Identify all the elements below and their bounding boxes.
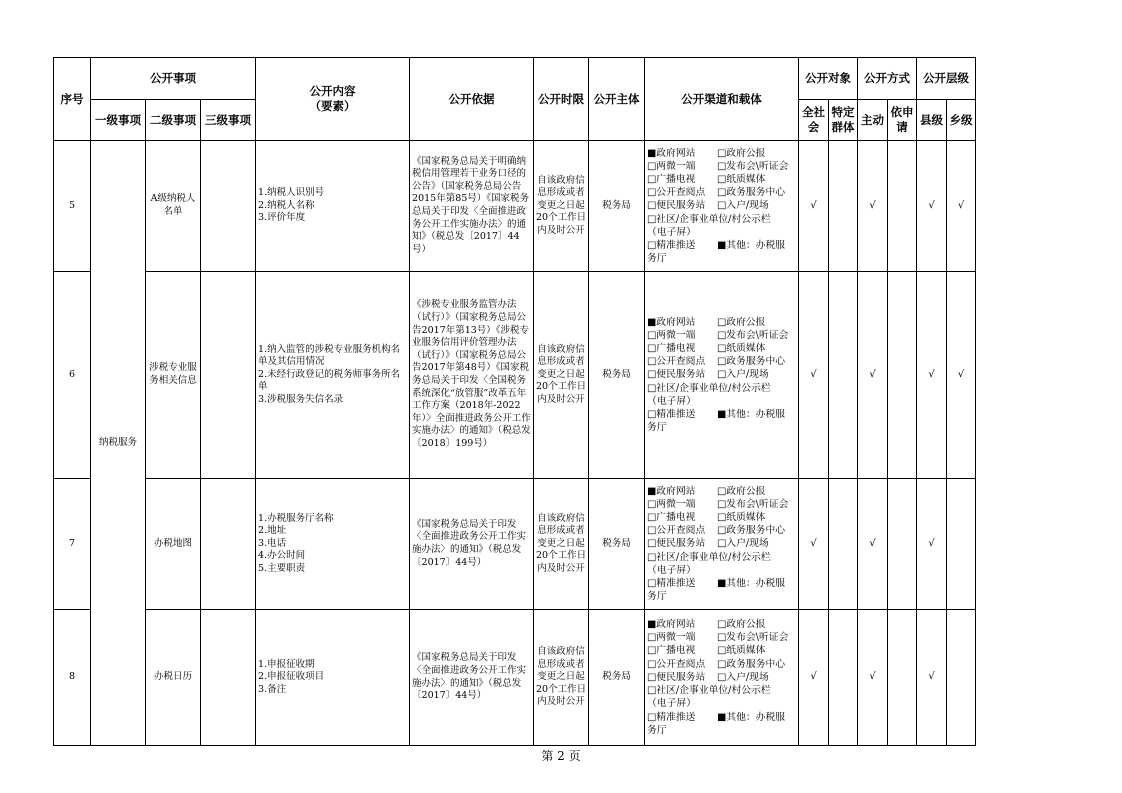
row-seq: 8 xyxy=(54,610,91,746)
channel-line xyxy=(647,537,798,550)
channel-line xyxy=(647,316,798,329)
channel-line xyxy=(647,485,798,498)
layer-town-mark: √ xyxy=(947,272,976,479)
channel-line xyxy=(647,577,798,590)
channel-option: □政府公报 xyxy=(717,485,766,497)
content-element: 5.主要职责 xyxy=(258,562,306,574)
channel-line xyxy=(647,590,798,603)
channel-option: □两微一端 xyxy=(647,632,696,644)
subject: 税务局 xyxy=(589,141,645,272)
channel-line xyxy=(647,239,798,252)
method-active-mark: √ xyxy=(858,610,888,746)
header-level2: 二级事项 xyxy=(146,100,201,141)
content-element: 1.纳入监管的涉税专业服务机构名单及其信用情况 xyxy=(258,343,401,368)
time-limit: 自该政府信息形成或者变更之日起20个工作日内及时公开 xyxy=(534,272,589,479)
header-method: 公开方式 xyxy=(858,58,917,100)
channel-line xyxy=(647,368,798,381)
channel-option: □便民服务站 xyxy=(647,538,706,550)
channel-option: □发布会\听证会 xyxy=(717,632,789,644)
content-element: 1.申报征收期 xyxy=(258,658,315,670)
channel-option: □政务服务中心 xyxy=(717,187,786,199)
channel-line xyxy=(647,147,798,160)
channel-line xyxy=(647,173,798,186)
channel-option: □纸质媒体 xyxy=(717,511,766,523)
header-object: 公开对象 xyxy=(799,58,858,100)
channel-option: □两微一端 xyxy=(647,498,696,510)
header-content-label: 公开内容 xyxy=(309,84,356,98)
channel-option: □入户/现场 xyxy=(717,369,769,381)
channel-option: □广播电视 xyxy=(647,645,696,657)
channel-line xyxy=(647,697,798,710)
channel-option: ■政府网站 xyxy=(647,316,696,328)
channel-option: □发布会\听证会 xyxy=(717,160,789,172)
content-elements xyxy=(256,479,410,610)
layer-town-mark: √ xyxy=(947,141,976,272)
method-apply-mark xyxy=(888,610,917,746)
layer-county-mark: √ xyxy=(917,272,947,479)
layer-county-mark: √ xyxy=(917,141,947,272)
disclosure-table xyxy=(53,57,976,746)
channel-line xyxy=(647,684,798,697)
channel-line xyxy=(647,252,798,265)
channel-option: □政府公报 xyxy=(717,316,766,328)
header-layer: 公开层级 xyxy=(917,58,976,100)
header-object-specific: 特定群体 xyxy=(829,100,858,141)
header-layer-county: 县级 xyxy=(917,100,947,141)
channel-option: □入户/现场 xyxy=(717,200,769,212)
table-row xyxy=(54,479,976,610)
channel-option: □纸质媒体 xyxy=(717,645,766,657)
content-element: 2.申报征收项目 xyxy=(258,671,325,683)
header-time: 公开时限 xyxy=(534,58,589,141)
channel-option: □政务服务中心 xyxy=(717,356,786,368)
channel-option: □政府公报 xyxy=(717,619,766,631)
channel-option: □精准推送 xyxy=(647,711,696,723)
channel-option: □便民服务站 xyxy=(647,671,706,683)
channel-option: □政务服务中心 xyxy=(717,658,786,670)
subject: 税务局 xyxy=(589,272,645,479)
subject: 税务局 xyxy=(589,479,645,610)
header-subject: 公开主体 xyxy=(589,58,645,141)
channel-list xyxy=(645,479,799,610)
page-number: 第 2 页 xyxy=(541,749,581,763)
row-seq: 7 xyxy=(54,479,91,610)
channel-option: □精准推送 xyxy=(647,409,696,420)
table-row xyxy=(54,141,976,272)
channel-line xyxy=(647,551,798,564)
time-limit: 自该政府信息形成或者变更之日起20个工作日内及时公开 xyxy=(534,479,589,610)
channel-option: □公开查阅点 xyxy=(647,525,706,537)
channel-list xyxy=(645,272,799,479)
channel-line xyxy=(647,395,798,408)
object-specific-mark xyxy=(829,141,858,272)
object-all-mark: √ xyxy=(799,610,829,746)
channel-line xyxy=(647,724,798,737)
channel-option: ■其他：办税服 xyxy=(717,578,786,589)
content-element: 2.纳税人名称 xyxy=(258,199,315,211)
channel-option: □政府公报 xyxy=(717,147,766,159)
channel-line xyxy=(647,408,798,421)
row-seq: 5 xyxy=(54,141,91,272)
header-method-active: 主动 xyxy=(858,100,888,141)
method-apply-mark xyxy=(888,479,917,610)
channel-line xyxy=(647,711,798,724)
content-elements xyxy=(256,141,410,272)
channel-line xyxy=(647,498,798,511)
channel-list xyxy=(645,141,799,272)
level3-item xyxy=(201,272,256,479)
header-matter: 公开事项 xyxy=(91,58,256,100)
channel-option: □广播电视 xyxy=(647,342,696,354)
content-element: 3.涉税服务失信名录 xyxy=(258,393,344,405)
content-element: 3.备注 xyxy=(258,683,287,695)
level1-item: 纳税服务 xyxy=(91,141,146,746)
subject: 税务局 xyxy=(589,610,645,746)
level3-item xyxy=(201,610,256,746)
channel-option: □精准推送 xyxy=(647,578,696,589)
channel-line xyxy=(647,511,798,524)
basis-text: 《涉税专业服务监管办法（试行）》（国家税务总局公告2017年第13号）《涉税专业服务信用评价管理办法（试行）》（国家税务总局公告2017年第48号）《国家税务总局关于印发〈全国税务系统深化“放管服”改革五年工作方案（2018年-2022年）〉全面推进政务公开工作实施办法〉的通知》（税总发〔2018〕199号） xyxy=(410,272,534,479)
time-limit: 自该政府信息形成或者变更之日起20个工作日内及时公开 xyxy=(534,610,589,746)
channel-line xyxy=(647,329,798,342)
channel-line xyxy=(647,421,798,434)
basis-text: 《国家税务总局关于明确纳税信用管理若干业务口径的公告》（国家税务总局公告2015年第85号）《国家税务总局关于印发〈全面推进政务公开工作实施办法〉的通知》（税总发〔2017〕44号） xyxy=(410,141,534,272)
basis-text: 《国家税务总局关于印发〈全面推进政务公开工作实施办法〉的通知》（税总发〔2017〕44号） xyxy=(410,610,534,746)
level3-item xyxy=(201,479,256,610)
object-specific-mark xyxy=(829,479,858,610)
channel-line xyxy=(647,658,798,671)
channel-line xyxy=(647,644,798,657)
method-active-mark: √ xyxy=(858,272,888,479)
header-level1: 一级事项 xyxy=(91,100,146,141)
channel-option: □便民服务站 xyxy=(647,200,706,212)
content-element: 3.评价年度 xyxy=(258,212,306,224)
channel-option: 务厅 xyxy=(647,253,667,265)
channel-line xyxy=(647,564,798,577)
level2-item: 办税日历 xyxy=(146,610,201,746)
header-object-all: 全社会 xyxy=(799,100,829,141)
table-row xyxy=(54,610,976,746)
channel-option: （电子屏） xyxy=(647,395,697,407)
basis-text: 《国家税务总局关于印发〈全面推进政务公开工作实施办法〉的通知》（税总发〔2017〕44号） xyxy=(410,479,534,610)
object-specific-mark xyxy=(829,272,858,479)
header-channel: 公开渠道和载体 xyxy=(645,58,799,141)
level3-item xyxy=(201,141,256,272)
channel-option: □便民服务站 xyxy=(647,369,706,381)
channel-line xyxy=(647,199,798,212)
header-level3: 三级事项 xyxy=(201,100,256,141)
channel-line xyxy=(647,631,798,644)
content-element: 2.未经行政登记的税务师事务所名单 xyxy=(258,368,401,393)
channel-option: □公开查阅点 xyxy=(647,658,706,670)
channel-option: □广播电视 xyxy=(647,173,696,185)
channel-option: □政务服务中心 xyxy=(717,525,786,537)
channel-option: □纸质媒体 xyxy=(717,342,766,354)
layer-county-mark: √ xyxy=(917,610,947,746)
channel-option: □入户/现场 xyxy=(717,538,769,550)
channel-option: 务厅 xyxy=(647,724,667,736)
content-element: 3.电话 xyxy=(258,537,287,549)
channel-line xyxy=(647,186,798,199)
level2-item: 办税地图 xyxy=(146,479,201,610)
content-element: 2.地址 xyxy=(258,525,287,537)
channel-option: （电子屏） xyxy=(647,564,697,576)
channel-option: ■其他：办税服 xyxy=(717,240,786,251)
object-specific-mark xyxy=(829,610,858,746)
channel-option: （电子屏） xyxy=(647,226,697,238)
channel-line xyxy=(647,524,798,537)
header-seq: 序号 xyxy=(54,58,91,141)
channel-option: □发布会\听证会 xyxy=(717,498,789,510)
header-layer-town: 乡级 xyxy=(947,100,976,141)
channel-option: □社区/企事业单位/村公示栏 xyxy=(647,382,771,394)
object-all-mark: √ xyxy=(799,479,829,610)
channel-line xyxy=(647,226,798,239)
channel-option: □社区/企事业单位/村公示栏 xyxy=(647,551,771,563)
content-element: 1.办税服务厅名称 xyxy=(258,512,334,524)
channel-option: □广播电视 xyxy=(647,511,696,523)
header-content-sub: （要素） xyxy=(309,99,356,113)
layer-town-mark xyxy=(947,479,976,610)
level2-item: A级纳税人名单 xyxy=(146,141,201,272)
channel-option: □入户/现场 xyxy=(717,671,769,683)
channel-option: □两微一端 xyxy=(647,160,696,172)
channel-option: ■政府网站 xyxy=(647,619,696,631)
method-apply-mark xyxy=(888,141,917,272)
channel-option: □公开查阅点 xyxy=(647,187,706,199)
channel-option: □社区/企事业单位/村公示栏 xyxy=(647,213,771,225)
channel-option: 务厅 xyxy=(647,591,667,603)
content-element: 1.纳税人识别号 xyxy=(258,187,325,199)
channel-line xyxy=(647,160,798,173)
channel-option: （电子屏） xyxy=(647,698,697,710)
channel-option: ■其他：办税服 xyxy=(717,711,786,723)
channel-option: 务厅 xyxy=(647,422,667,434)
channel-option: □公开查阅点 xyxy=(647,356,706,368)
table-body xyxy=(54,141,976,746)
channel-option: □社区/企事业单位/村公示栏 xyxy=(647,685,771,697)
content-elements xyxy=(256,272,410,479)
channel-option: ■政府网站 xyxy=(647,485,696,497)
channel-option: □精准推送 xyxy=(647,240,696,251)
content-elements xyxy=(256,610,410,746)
channel-option: □两微一端 xyxy=(647,329,696,341)
channel-line xyxy=(647,342,798,355)
header-method-apply: 依申请 xyxy=(888,100,917,141)
time-limit: 自该政府信息形成或者变更之日起20个工作日内及时公开 xyxy=(534,141,589,272)
layer-town-mark xyxy=(947,610,976,746)
method-active-mark: √ xyxy=(858,141,888,272)
content-element: 4.办公时间 xyxy=(258,550,306,562)
channel-line xyxy=(647,618,798,631)
layer-county-mark: √ xyxy=(917,479,947,610)
channel-line xyxy=(647,382,798,395)
header-content xyxy=(256,58,410,141)
channel-option: □纸质媒体 xyxy=(717,173,766,185)
channel-line xyxy=(647,213,798,226)
row-seq: 6 xyxy=(54,272,91,479)
channel-option: □发布会\听证会 xyxy=(717,329,789,341)
method-apply-mark xyxy=(888,272,917,479)
header-basis: 公开依据 xyxy=(410,58,534,141)
object-all-mark: √ xyxy=(799,272,829,479)
level2-item: 涉税专业服务相关信息 xyxy=(146,272,201,479)
object-all-mark: √ xyxy=(799,141,829,272)
channel-option: ■政府网站 xyxy=(647,147,696,159)
table-row xyxy=(54,272,976,479)
channel-list xyxy=(645,610,799,746)
channel-line xyxy=(647,671,798,684)
channel-option: ■其他：办税服 xyxy=(717,409,786,420)
channel-line xyxy=(647,355,798,368)
method-active-mark: √ xyxy=(858,479,888,610)
